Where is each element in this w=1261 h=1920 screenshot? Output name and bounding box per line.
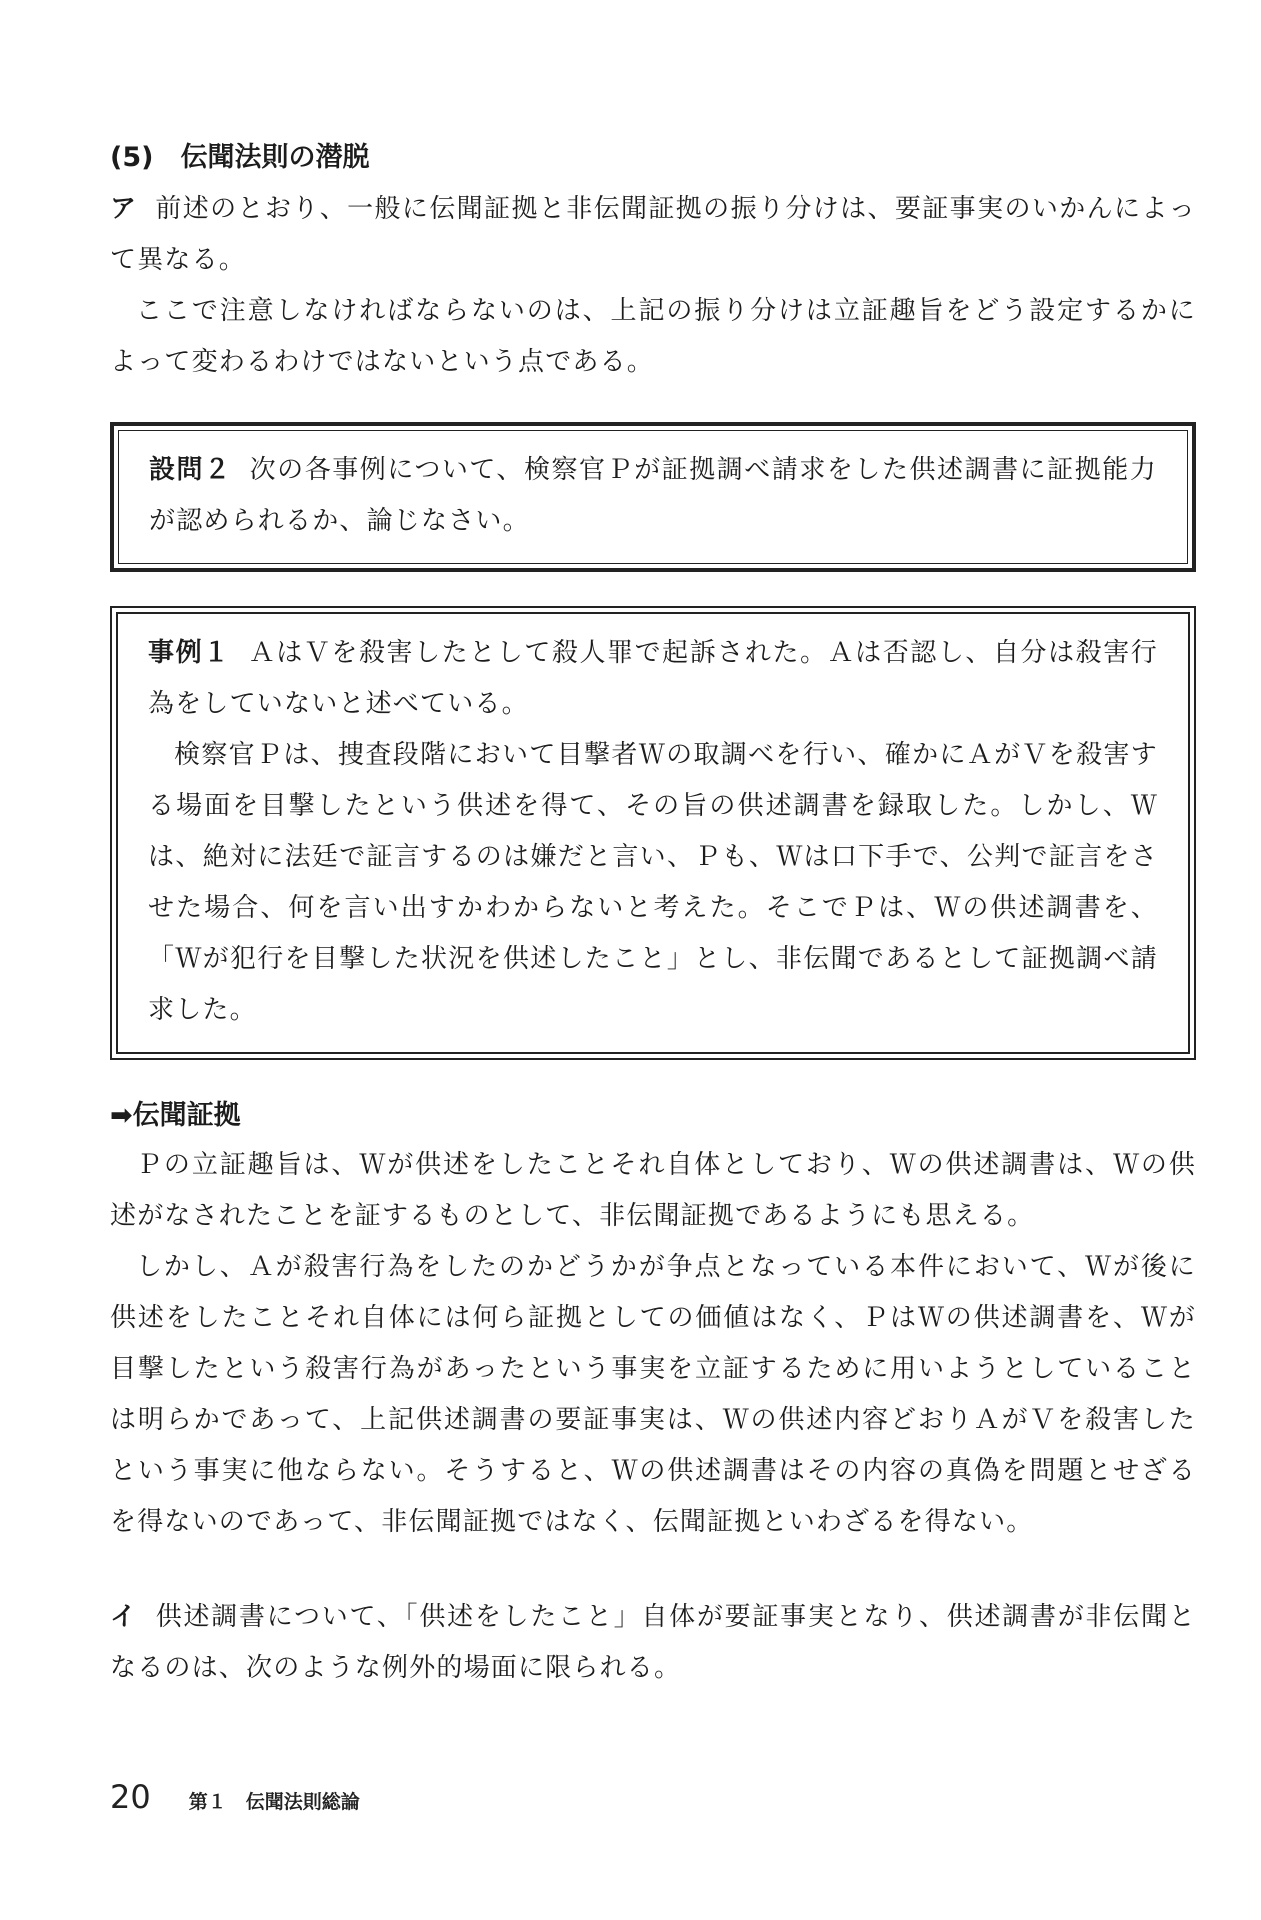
page-footer: [110, 1778, 360, 1816]
case-text-1: ＡはＶを殺害したとして殺人罪で起訴された。Ａは否認し、自分は殺害行為をしていないと述べている。: [148, 638, 1158, 719]
question-box: [110, 422, 1196, 572]
arrow-icon: ➡: [110, 1100, 133, 1131]
case-paragraph-1: [148, 628, 1158, 730]
case-label: 事例１: [148, 638, 231, 668]
paragraph-i: [110, 1592, 1196, 1694]
question-label: 設問２: [149, 455, 232, 485]
paragraph-i-text: 供述調書について、「供述をしたこと」自体が要証事実となり、供述調書が非伝聞となるのは、次のような例外的場面に限られる。: [110, 1602, 1197, 1683]
spacer: [110, 1548, 1196, 1592]
chapter-title: 第１ 伝聞法則総論: [188, 1791, 360, 1813]
answer-paragraph-1: Ｐの立証趣旨は、Ｗが供述をしたことそれ自体としており、Ｗの供述調書は、Ｗの供述がなされたことを証するものとして、非伝聞証拠であるようにも思える。: [110, 1150, 1196, 1231]
page-content: [110, 138, 1196, 1694]
question-box-inner: [118, 430, 1188, 564]
question-text: 次の各事例について、検察官Ｐが証拠調べ請求をした供述調書に証拠能力が認められるか、論じなさい。: [149, 455, 1158, 536]
marker-i: イ: [110, 1602, 138, 1632]
paragraph-a: [110, 184, 1196, 286]
case-box-inner: [116, 612, 1190, 1054]
answer-heading: [110, 1096, 1196, 1136]
section-heading: (5) 伝聞法則の潜脱: [110, 142, 370, 173]
answer-paragraph-2: しかし、Ａが殺害行為をしたのかどうかが争点となっている本件において、Ｗが後に供述をしたことそれ自体には何ら証拠としての価値はなく、ＰはＷの供述調書を、Ｗが目撃したという殺害行為があったという事実を立証するために用いようとしていることは明らかであって、上記供述調書の要証事実は、Ｗの供述内容どおりＡがＶを殺害したという事実に他ならない。そうすると、Ｗの供述調書はその内容の真偽を問題とせざるを得ないのであって、非伝聞証拠ではなく、伝聞証拠といわざるを得ない。: [110, 1252, 1196, 1537]
paragraph-a-text: 前述のとおり、一般に伝聞証拠と非伝聞証拠の振り分けは、要証事実のいかんによって異なる。: [110, 194, 1196, 275]
marker-a: ア: [110, 194, 138, 224]
answer-heading-text: 伝聞証拠: [132, 1100, 241, 1131]
paragraph-a-2: ここで注意しなければならないのは、上記の振り分けは立証趣旨をどう設定するかによって変わるわけではないという点である。: [110, 296, 1196, 377]
question-paragraph: [149, 445, 1157, 547]
page-number: 20: [110, 1778, 151, 1816]
case-paragraph-2: 検察官Ｐは、捜査段階において目撃者Ｗの取調べを行い、確かにＡがＶを殺害する場面を目撃したという供述を得て、その旨の供述調書を録取した。しかし、Ｗは、絶対に法廷で証言するのは嫌だと言い、Ｐも、Ｗは口下手で、公判で証言をさせた場合、何を言い出すかわからないと考えた。そこでＰは、Ｗの供述調書を、「Ｗが犯行を目撃した状況を供述したこと」とし、非伝聞であるとして証拠調べ請求した。: [148, 740, 1158, 1025]
case-box: [110, 606, 1196, 1060]
